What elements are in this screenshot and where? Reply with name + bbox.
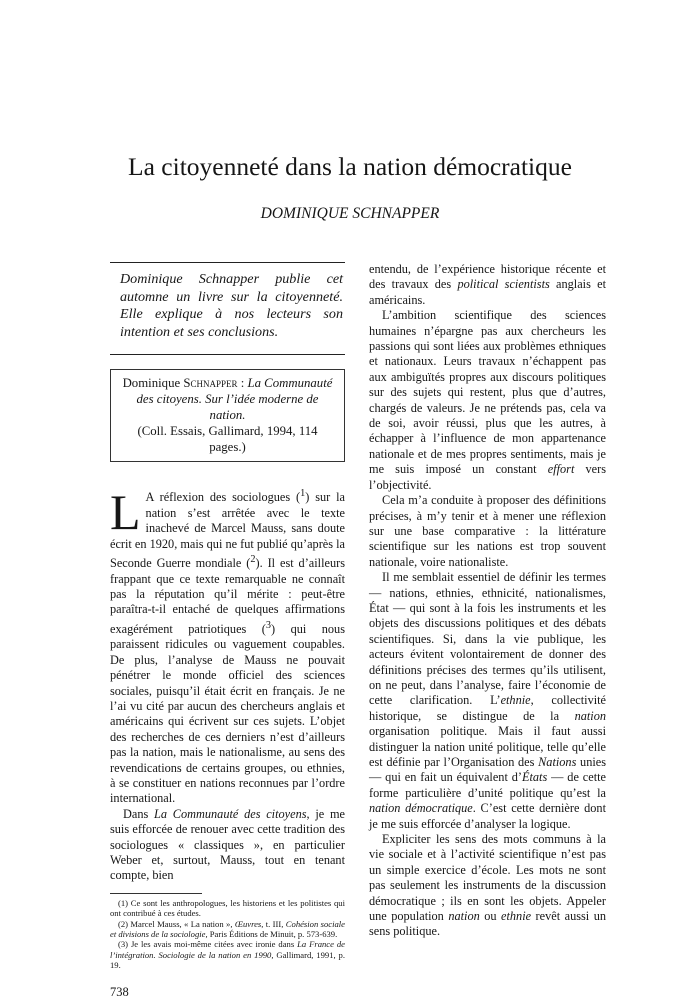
text-span: anglais et américains.: [369, 277, 606, 307]
book-reference-box: [110, 369, 345, 462]
text-em: États: [521, 770, 548, 785]
reference-details: (Coll. Essais, Gallimard, 1994, 114 pages.): [137, 424, 318, 455]
footnote-3: [110, 939, 345, 970]
text-span: , Gallimard, 1991, p. 19.: [110, 949, 345, 971]
paragraph-right-2: [369, 308, 606, 493]
text-em: effort: [547, 462, 575, 477]
reference-book-title: La Communauté des citoyens. Sur l’idée moderne de nation.: [136, 376, 333, 423]
left-column: [110, 262, 345, 1000]
text-span: unies — qui en fait un équivalent d’: [369, 755, 607, 785]
footnotes: [110, 893, 345, 971]
article-author: DOMINIQUE SCHNAPPER: [260, 205, 440, 222]
text-em: La France de l’intégration. Sociologie de la nation en 1990: [110, 939, 345, 960]
text-span: — de cette forme particulière d’unité politique qu’est la: [369, 770, 606, 800]
text-span: A réflexion des sociologues (: [145, 490, 301, 505]
text-span: ) sur la nation s’est arrêtée avec le texte inachevé de Marcel Mauss, sans doute écrit en 1920, mais qui ne fut publié qu’après la Seconde Guerre mondiale (: [110, 490, 345, 571]
text-span: revêt aussi un sens politique.: [369, 909, 606, 939]
text-span: ) qui nous paraissent ridicules ou vaguement coupables. De plus, l’analyse de Mauss ne pouvait pénétrer le monde officiel des sciences sociales, puisqu’il était écrit en français. Je ne l’ai vu cité par aucun des chercheurs anglais et américains qui écrivent sur ces sujets. L’objet des recherches de ces derniers n’est d’ailleurs pas la nation, mais le nationalisme, au sens des revendications de certains groupes, ou ethnies, à se constituer en nations reconnues par l’ordre international.: [110, 621, 345, 806]
text-span: , t. III,: [261, 918, 286, 929]
footnote-ref-2: 2: [250, 554, 256, 566]
text-span: Dans: [123, 806, 155, 821]
footnote-ref-1: 1: [300, 488, 306, 500]
intro-text: Dominique Schnapper publie cet automne un livre sur la citoyenneté. Elle explique à nos lecteurs son intention et ses conclusions.: [120, 271, 343, 340]
text-em: ethnie: [500, 693, 531, 708]
paragraph-right-3: Cela m’a conduite à proposer des définitions précises, à m’y tenir et à mener une réflexion sur une base comparative : la littérature scientifique sur les nations est trop souvent nationale, voire nationaliste.: [369, 493, 606, 569]
text-span: , je me suis efforcée de renouer avec cette tradition des sociologues « classiques », en particulier Weber et, surtout, Mauss, tout en tenant compte, bien: [110, 806, 345, 883]
text-em: nation: [448, 909, 480, 924]
paragraph-left-1: [110, 486, 345, 806]
text-em: Cohésion sociale et divisions de la sociologie: [110, 918, 345, 940]
text-span: entendu, de l’expérience historique récente et des travaux des: [369, 262, 606, 292]
paragraph-right-4: [369, 570, 606, 832]
text-span: , collectivité historique, se distingue de la: [369, 693, 607, 723]
reference-colon: :: [237, 376, 248, 391]
text-span: vers l’objectivité.: [369, 462, 607, 492]
text-span: organisation politique. Mais il faut aussi distinguer la nation unité politique, telle qu’elle est définie par l’Organisation des: [369, 724, 606, 769]
text-span: (2) Marcel Mauss, « La nation »,: [118, 918, 235, 929]
text-span: , Paris Éditions de Minuit, p. 573-639.: [205, 929, 338, 940]
footnote-2: [110, 919, 345, 940]
footnote-1: (1) Ce sont les anthropologues, les historiens et les politistes qui ont contribué à ces études.: [110, 897, 345, 919]
drop-cap: L: [110, 484, 141, 541]
text-span: Il me semblait essentiel de définir les termes — nations, ethnies, ethnicité, nationalismes, État — qui sont à la fois les instruments et les objets des discussions politiques et des débats scientifiques. Si, dans la vie publique, les acteurs évitent volontairement de donner des définitions précises des termes qu’ils utilisent, on ne peut, dans l’analyse, faire l’économie de cette clarification. L’: [369, 570, 606, 708]
paragraph-right-1: [369, 262, 606, 308]
text-span: . C’est cette dernière dont je me suis efforcée d’analyser la logique.: [369, 801, 606, 831]
text-span: ). Il est d’ailleurs frappant que ce texte remarquable ne connaît pas la réputation qu’il mérite : peut-être paraîtra-t-il entaché de quelques affirmations exagérément patriotiques (: [110, 556, 345, 636]
intro-bottom-rule: [110, 354, 345, 355]
footnote-ref-3: 3: [265, 619, 272, 631]
page-number: 738: [110, 984, 129, 999]
text-em: political scientists: [457, 277, 550, 292]
paragraph-left-2: [110, 807, 345, 884]
book-title-em: La Communauté des citoyens: [154, 806, 307, 821]
footnote-rule: [110, 893, 202, 894]
right-column: [369, 262, 606, 940]
text-em: nation: [574, 708, 606, 723]
text-span: ou: [479, 909, 502, 924]
reference-author-last: Schnapper: [183, 376, 238, 391]
text-span: Expliciter les sens des mots communs à la vie sociale et à l’activité scientifique n’est pas un simple exercice d’école. Les mots ne sont pas seulement les instruments de la discussion démocratique ; ils en sont les objets. Appeler une population: [369, 832, 606, 924]
text-em: Œuvres: [234, 918, 262, 929]
article-title: La citoyenneté dans la nation démocratique: [128, 152, 572, 181]
text-em: Nations: [538, 755, 577, 769]
text-em: ethnie: [501, 909, 532, 924]
text-em: nation démocratique: [369, 801, 473, 816]
paragraph-right-5: [369, 832, 606, 940]
text-span: L’ambition scientifique des sciences humaines n’épargne pas aux chercheurs les passions qui sont liées aux problèmes ethniques et nationaux. Leurs travaux n’échappent pas aux ambiguïtés propres aux discours politiques sur des sujets qui restent, plus que d’autres, chargés de valeurs. Je ne prétends pas, cela va de soi, avoir réussi, plus que les autres, à échapper à l’influence de mon appartenance nationale et de mes propres sentiments, mais je me suis imposé un constant: [369, 308, 606, 477]
reference-author-first: Dominique: [122, 376, 181, 391]
text-span: (3) Je les avais moi-même citées avec ironie dans: [118, 939, 298, 950]
